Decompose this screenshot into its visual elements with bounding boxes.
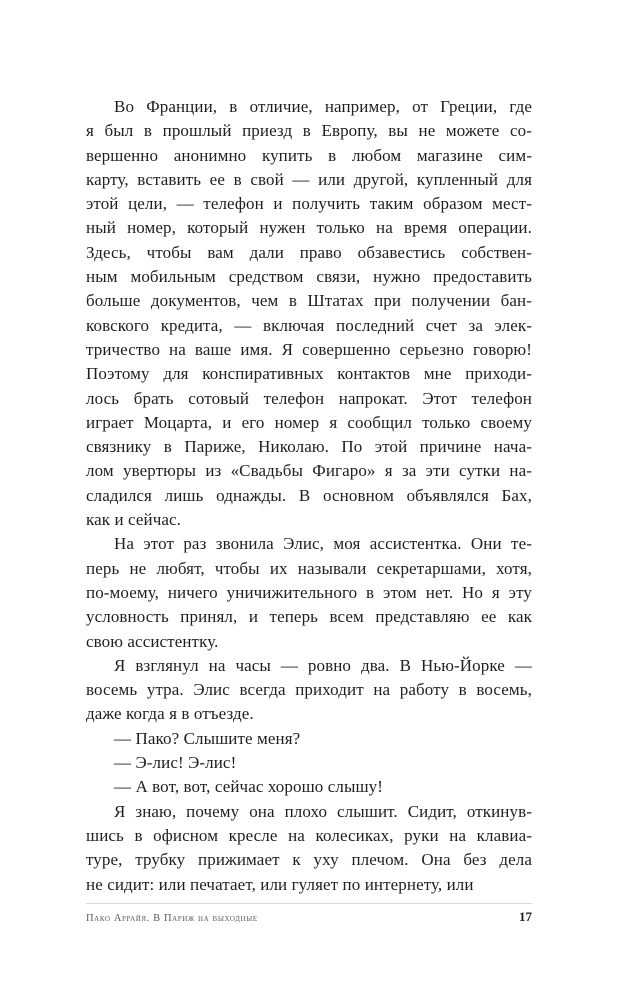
text-line: Я знаю, почему она плохо слышит. Сидит, откинув- (114, 801, 532, 821)
text-line: карту, вставить ее в свой — или другой, купленный для (86, 169, 532, 189)
text-line: ковского кредита, — включая последний счет за элек- (86, 315, 532, 335)
page-text (86, 95, 532, 897)
footer-page-number: 17 (519, 909, 532, 924)
text-line: как и сейчас. (86, 510, 181, 530)
text-line: этой цели, — телефон и получить таким образом мест- (86, 194, 532, 214)
paragraph (86, 95, 532, 532)
text-line: — Э-лис! Э-лис! (114, 753, 237, 773)
text-line: Во Франции, в отличие, например, от Греции, где (114, 97, 532, 116)
page-footer (86, 903, 532, 925)
text-line: — А вот, вот, сейчас хорошо слышу! (114, 777, 384, 797)
text-line: лось брать сотовый телефон напрокат. Этот телефон (86, 388, 532, 408)
paragraph (86, 532, 532, 653)
text-line: Поэтому для конспиративных контактов мне приходи- (86, 364, 532, 384)
text-line: даже когда я в отъезде. (86, 704, 254, 724)
text-line: — Пако? Слышите меня? (114, 728, 301, 748)
text-line: перь не любят, чтобы их называли секретаршами, хотя, (86, 558, 532, 578)
text-line: вершенно анонимно купить в любом магазине сим- (86, 145, 532, 165)
text-line: я был в прошлый приезд в Европу, вы не можете со- (86, 121, 532, 141)
dialogue-paragraph (86, 751, 532, 775)
paragraph (86, 800, 532, 897)
text-line: условность принял, и теперь всем представляю ее как (86, 607, 532, 627)
text-line: Здесь, чтобы вам дали право обзавестись собствен- (86, 242, 532, 262)
text-line: играет Моцарта, и его номер я сообщил только своему (86, 412, 532, 432)
text-line: восемь утра. Элис всегда приходит на работу в восемь, (86, 680, 532, 700)
text-line: лом увертюры из «Свадьбы Фигаро» я за эти сутки на- (86, 461, 532, 481)
text-line: туре, трубку прижимает к уху плечом. Она без дела (86, 850, 532, 870)
text-line: ным мобильным средством связи, нужно предоставить (86, 267, 532, 287)
text-line: связнику в Париже, Николаю. По этой причине нача- (86, 437, 532, 457)
text-line: На этот раз звонила Элис, моя ассистентка. Они те- (114, 534, 532, 554)
text-line: шись в офисном кресле на колесиках, руки на клавиа- (86, 825, 532, 845)
text-line: Я взглянул на часы — ровно два. В Нью-Йорке — (114, 655, 532, 675)
dialogue-paragraph (86, 775, 532, 799)
text-line: свою ассистентку. (86, 631, 219, 651)
footer-book-title: Пако Аррайя. В Париж на выходные (86, 913, 258, 924)
text-line: по-моему, ничего уничижительного в этом нет. Но я эту (86, 582, 532, 602)
paragraph (86, 654, 532, 727)
text-line: не сидит: или печатает, или гуляет по интернету, или (86, 874, 474, 894)
text-line: сладился лишь однажды. В основном объявлялся Бах, (86, 485, 532, 505)
text-line: ный номер, который нужен только на время операции. (86, 218, 532, 238)
text-line: тричество на ваше имя. Я совершенно серьезно говорю! (86, 339, 532, 359)
text-line: больше документов, чем в Штатах при получении бан- (86, 291, 532, 311)
dialogue-paragraph (86, 727, 532, 751)
